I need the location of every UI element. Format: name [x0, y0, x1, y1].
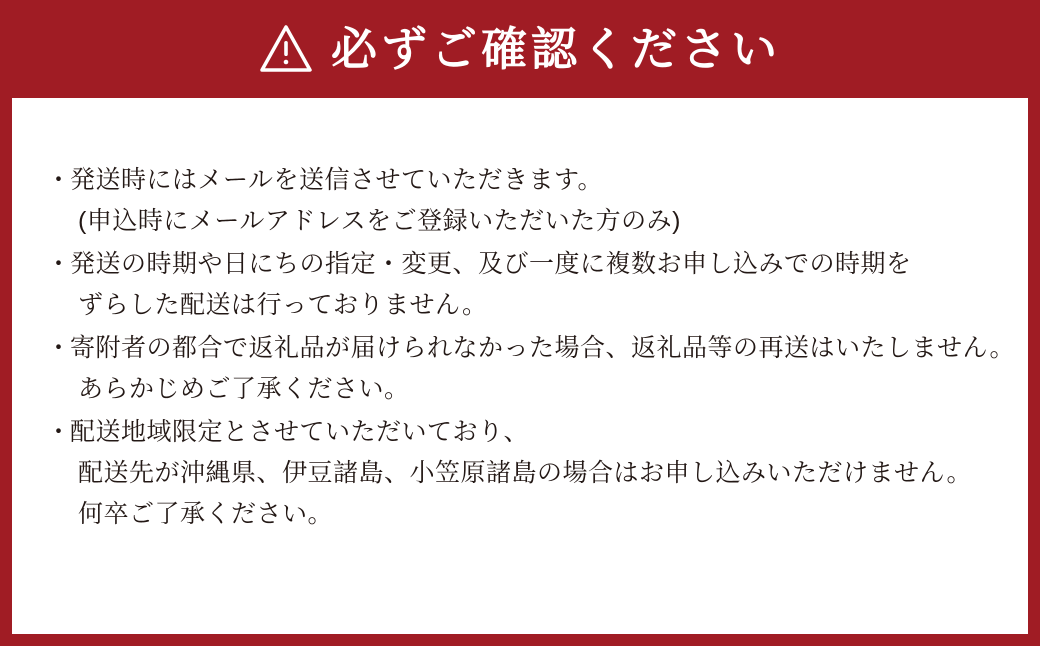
warning-triangle-icon [259, 22, 313, 76]
list-item [46, 160, 994, 242]
list-item-line: 配送地域限定とさせていただいており、 [70, 418, 530, 446]
notice-header [0, 0, 1040, 98]
list-item-line: 発送の時期や日にちの指定・変更、及び一度に複数お申し込みでの時期を [70, 250, 912, 278]
list-item-line: 発送時にはメールを送信させていただきます。 [70, 166, 604, 194]
list-item-text [70, 160, 994, 242]
list-item [46, 328, 1016, 410]
list-item-line: (申込時にメールアドレスをご登録いただいた方のみ) [78, 207, 681, 235]
bullet-icon: ・ [46, 250, 72, 278]
notice-body [12, 98, 1028, 634]
list-item-text [70, 328, 1015, 410]
bullet-icon: ・ [46, 334, 72, 362]
bullet-icon: ・ [46, 418, 72, 446]
list-item-text [70, 244, 994, 326]
list-item [46, 412, 994, 535]
notice-list [46, 160, 1016, 535]
page-title: 必ずご確認ください [331, 23, 781, 75]
list-item-line: 配送先が沖縄県、伊豆諸島、小笠原諸島の場合はお申し込みいただけません。 [78, 459, 973, 487]
list-item-line: あらかじめご了承ください。 [78, 375, 410, 403]
list-item-line: 寄附者の都合で返礼品が届けられなかった場合、返礼品等の再送はいたしません。 [70, 334, 1016, 362]
list-item-line: 何卒ご了承ください。 [78, 500, 334, 528]
list-item-text [70, 412, 994, 535]
bullet-icon: ・ [46, 166, 72, 194]
list-item-line: ずらした配送は行っておりません。 [78, 291, 488, 319]
list-item [46, 244, 994, 326]
